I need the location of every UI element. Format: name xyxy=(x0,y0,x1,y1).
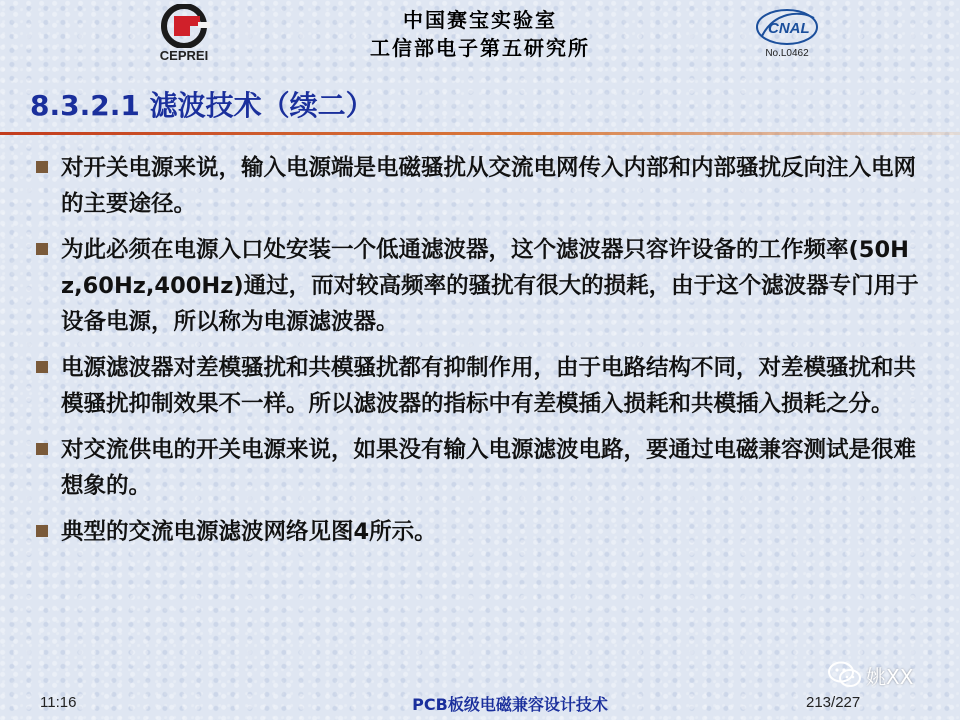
header-title-line2: 工信部电子第五研究所 xyxy=(370,36,590,60)
square-bullet-icon xyxy=(36,525,48,537)
bullet-text: 为此必须在电源入口处安装一个低通滤波器，这个滤波器只容许设备的工作频率(50Hz,60Hz,400Hz)通过，而对较高频率的骚扰有很大的损耗，由于这个滤波器专门用于设备电源，所以称为电源滤波器。 xyxy=(61,237,919,335)
list-item xyxy=(30,232,920,340)
bullet-list xyxy=(30,150,920,560)
footer-time: 11:16 xyxy=(40,694,77,711)
bullet-text: 对开关电源来说，输入电源端是电磁骚扰从交流电网传入内部和内部骚扰反向注入电网的主要途径。 xyxy=(61,155,917,217)
footer-title: PCB板级电磁兼容设计技术 xyxy=(412,695,608,714)
slide-header xyxy=(0,0,960,72)
list-item xyxy=(30,350,920,422)
page-number: 213/227 xyxy=(806,694,861,711)
square-bullet-icon xyxy=(36,361,48,373)
title-divider xyxy=(0,132,960,135)
ceprei-logo-text: CEPREI xyxy=(159,48,209,63)
cnal-logo-letters: CNAL xyxy=(768,20,810,37)
list-item xyxy=(30,432,920,504)
slide-title-bar xyxy=(0,72,960,134)
header-title-line1: 中国赛宝实验室 xyxy=(403,8,557,32)
square-bullet-icon xyxy=(36,243,48,255)
list-item xyxy=(30,150,920,222)
square-bullet-icon xyxy=(36,443,48,455)
list-item xyxy=(30,514,920,550)
wechat-icon xyxy=(828,661,862,689)
bullet-text: 电源滤波器对差模骚扰和共模骚扰都有抑制作用，由于电路结构不同，对差模骚扰和共模骚扰抑制效果不一样。所以滤波器的指标中有差模插入损耗和共模插入损耗之分。 xyxy=(61,355,917,417)
watermark xyxy=(828,658,913,692)
cnal-logo-icon xyxy=(754,6,820,48)
slide-title: 8.3.2.1 滤波技术（续二） xyxy=(30,89,374,122)
cnal-logo xyxy=(752,6,822,66)
square-bullet-icon xyxy=(36,161,48,173)
watermark-text: 姚XX xyxy=(866,664,914,689)
bullet-text: 对交流供电的开关电源来说，如果没有输入电源滤波电路，要通过电磁兼容测试是很难想象的。 xyxy=(61,437,917,499)
cnal-logo-number: No.L0462 xyxy=(765,48,809,59)
bullet-text: 典型的交流电源滤波网络见图4所示。 xyxy=(61,519,437,545)
ceprei-logo-icon xyxy=(152,4,216,48)
ceprei-logo xyxy=(138,4,230,68)
header-title xyxy=(300,6,660,62)
